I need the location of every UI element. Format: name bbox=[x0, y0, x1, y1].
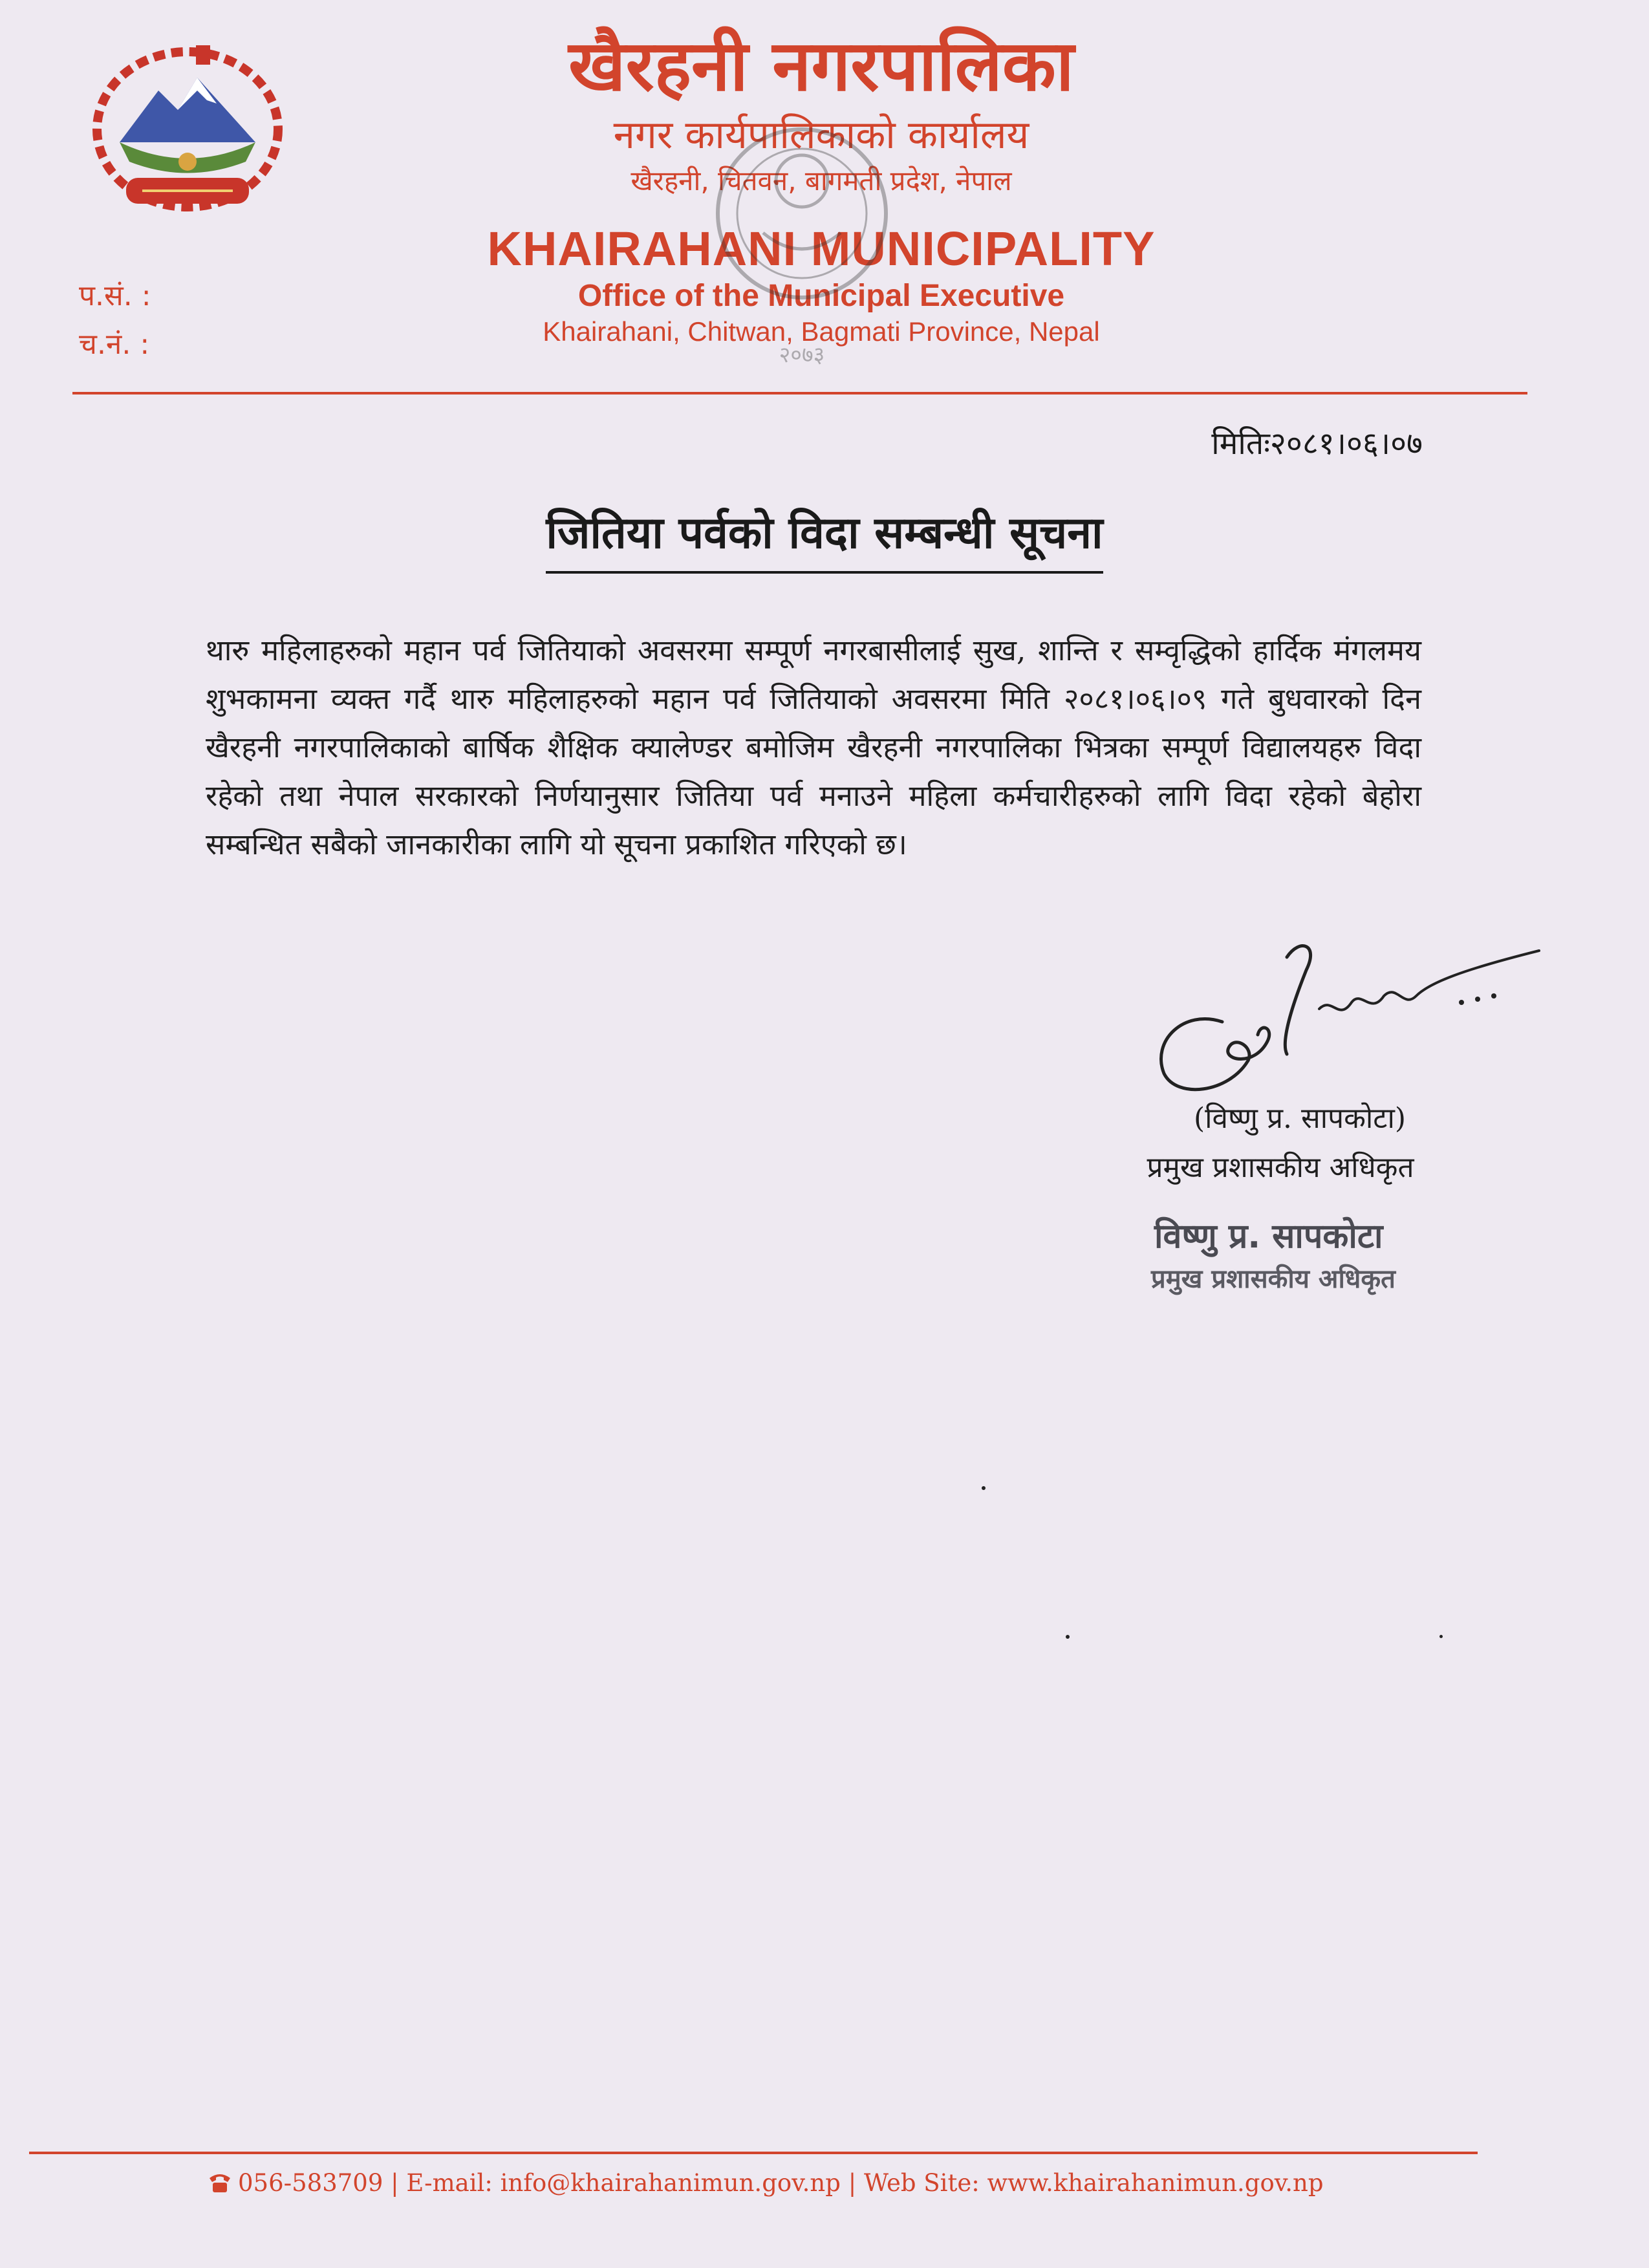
reference-number-label: प.सं. : bbox=[79, 279, 151, 312]
paper-speck bbox=[982, 1486, 986, 1490]
phone-icon bbox=[207, 2172, 233, 2194]
signatory-name: (विष्णु प्र. सापकोटा) bbox=[1193, 1102, 1406, 1135]
footer-contact bbox=[207, 2165, 1403, 2201]
nepal-emblem-icon bbox=[81, 32, 294, 226]
signatory-seal-name: विष्णु प्र. सापकोटा bbox=[1154, 1217, 1383, 1256]
notice-title bbox=[0, 501, 1649, 574]
footer-email[interactable]: E-mail: info@khairahanimun.gov.np bbox=[406, 2169, 841, 2197]
paper-speck bbox=[1439, 1635, 1443, 1638]
stamp-year: २०७३ bbox=[779, 342, 825, 368]
municipality-name-en: KHAIRAHANI MUNICIPALITY bbox=[487, 222, 1156, 275]
footer-website[interactable]: Web Site: www.khairahanimun.gov.np bbox=[863, 2169, 1324, 2197]
office-stamp-icon bbox=[698, 103, 905, 375]
header-divider bbox=[72, 392, 1527, 394]
notice-body: थारु महिलाहरुको महान पर्व जितियाको अवसरमा सम्पूर्ण नगरबासीलाई सुख, शान्ति र सम्वृद्धिको हार्दिक मंगलमय शुभकामना व्यक्त गर्दै थारु महिलाहरुको महान पर्व जितियाको अवसरमा मिति २०८१।०६।०९ गते बुधवारको दिन खैरहनी नगरपालिकाको बार्षिक शैक्षिक क्यालेण्डर बमोजिम खैरहनी नगरपालिका भित्रका सम्पूर्ण विद्यालयहरु विदा रहेको तथा नेपाल सरकारको निर्णयानुसार जितिया पर्व मनाउने महिला कर्मचारीहरुको लागि विदा रहेको बेहोरा सम्बन्धित सबैको जानकारीका लागि यो सूचना प्रकाशित गरिएको छ। bbox=[206, 633, 1421, 861]
address-np: खैरहनी, चितवन, बागमती प्रदेश, नेपाल bbox=[630, 165, 1012, 197]
signatory-title: प्रमुख प्रशासकीय अधिकृत bbox=[1147, 1151, 1414, 1184]
notice-date: मितिः२०८१।०६।०७ bbox=[1211, 426, 1423, 462]
municipality-name-np: खैरहनी नगरपालिका bbox=[568, 26, 1074, 107]
footer-separator: | bbox=[848, 2169, 864, 2197]
office-name-np: नगर कार्यपालिकाको कार्यालय bbox=[613, 113, 1029, 158]
handwritten-signature bbox=[1125, 931, 1552, 1112]
footer-divider bbox=[29, 2152, 1478, 2154]
notice-title-text: जितिया पर्वको विदा सम्बन्धी सूचना bbox=[546, 501, 1103, 574]
signatory-seal-title: प्रमुख प्रशासकीय अधिकृत bbox=[1151, 1264, 1396, 1294]
office-name-en: Office of the Municipal Executive bbox=[577, 279, 1065, 313]
dispatch-number-label: च.नं. : bbox=[79, 328, 150, 361]
footer-separator: | bbox=[391, 2169, 407, 2197]
paper-speck bbox=[1066, 1635, 1070, 1639]
footer-phone: 056-583709 bbox=[238, 2169, 383, 2197]
address-en: Khairahani, Chitwan, Bagmati Province, Nepal bbox=[543, 316, 1100, 347]
